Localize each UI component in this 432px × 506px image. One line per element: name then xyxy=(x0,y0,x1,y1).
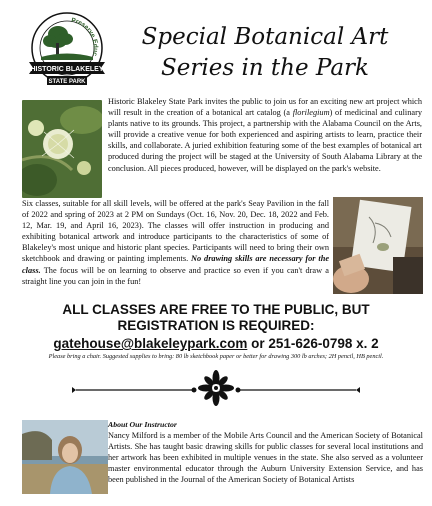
sketching-photo xyxy=(333,197,423,294)
intro-text-2: ) of medicinal and culinary plants native to its grounds. This project, a partnership with the Alabama Council on the Arts, will provide a creative venue for both experienced and aspiring artists to learn, practice their skills, and collaborate. A juried exhibition featuring some of the best examples of botanical art produced during the project will be staged at the University of South Alabama Library at the conclusion. All pieces produced, however, will be displayed on the park's website. xyxy=(108,108,422,173)
ornamental-divider xyxy=(70,367,362,407)
intro-paragraph xyxy=(108,96,422,174)
park-logo xyxy=(27,10,107,92)
registration-contact xyxy=(0,336,432,351)
classes-paragraph xyxy=(22,198,329,287)
logo-arc-text: Preserve Educ xyxy=(70,17,99,57)
logo-banner-line2: STATE PARK xyxy=(48,79,86,85)
free-line1: ALL CLASSES ARE FREE TO THE PUBLIC, BUT xyxy=(62,302,370,317)
intro-text-1: Historic Blakeley State Park invites the public to join us for an exciting new art project which will result in the creation of a botanical art catalog (a xyxy=(108,97,422,118)
free-classes-notice xyxy=(0,302,432,334)
logo-banner-line1: HISTORIC BLAKELEY xyxy=(30,66,104,73)
classes-text-2: The focus will be on learning to observe and practice so even if you can't draw a straight line you can join in the fun! xyxy=(22,265,329,286)
page-title-line2: Series in the Park xyxy=(161,55,369,81)
supplies-note: Please bring a chair. Suggested supplies to bring: 80 lb sketchbook paper or better for drawing 300 lb arches; 2H pencil, HB pencil. xyxy=(48,353,384,360)
classes-text-1: Six classes, suitable for all skill levels, will be offered at the park's Seay Pavilion in the fall of 2022 and spring of 2023 at 2 PM on Sundays (Oct. 16, Nov. 20, Dec. 18, 2022 and Feb. 12, Mar. 19, and April 16, 2023). The classes will offer instruction in producing and exhibiting botanical artwork and introduce participants to the characteristics of some of Blakeley's most unique and historic plant species. Participants will need to bring their own sketchbook and drawing or painting implements. xyxy=(22,199,329,264)
phone-text: or 251-626-0798 x. 2 xyxy=(247,336,379,351)
flower-ornament-icon xyxy=(198,370,234,406)
classes-text-bold: No drawing skills are necessary for the class. xyxy=(22,254,330,275)
intro-text-italic: florilegium xyxy=(292,108,330,118)
email-link[interactable]: gatehouse@blakeleypark.com xyxy=(53,336,248,351)
free-line2: REGISTRATION IS REQUIRED: xyxy=(117,318,315,333)
instructor-bio: Nancy Milford is a member of the Mobile Arts Council and the American Society of Botanical Artists. She has taught basic drawing skills for public classes for several local institutions and her artwork has been exhibited in multiple venues in the state. She also served as a volunteer master environmental educator through the Auburn University Extension Service, and has been published in the Journal of the American Society of Botanical Artists xyxy=(108,431,423,485)
buttonbush-flower-photo xyxy=(22,100,102,198)
instructor-photo xyxy=(22,420,108,494)
page-title-line1: Special Botanical Art xyxy=(141,24,389,50)
instructor-heading: About Our Instructor xyxy=(108,420,177,429)
